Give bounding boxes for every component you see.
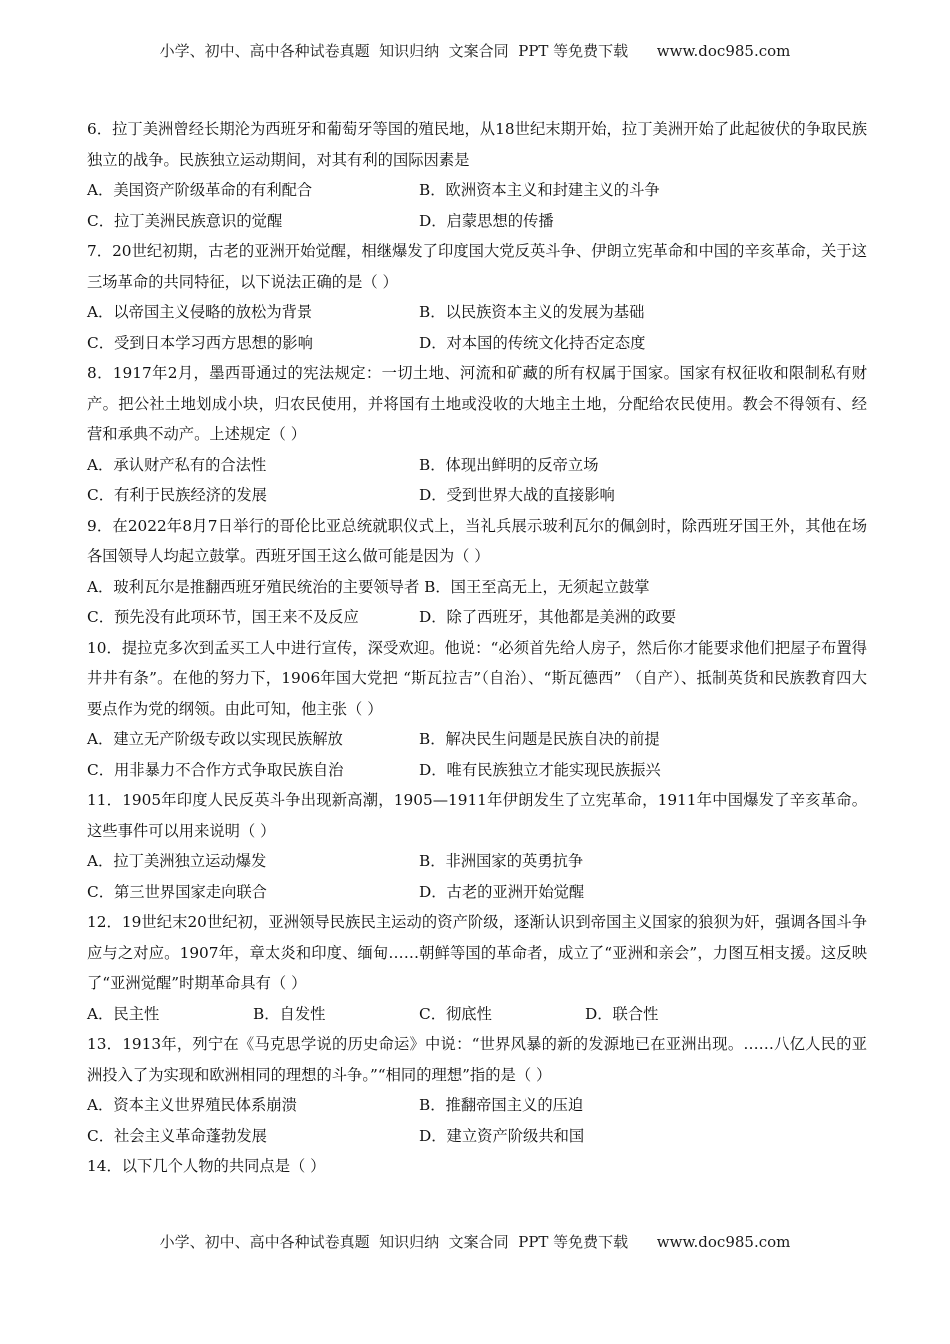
option-b: B．欧洲资本主义和封建主义的斗争 — [419, 181, 660, 199]
option-c: C．预先没有此项环节，国王来不及反应 — [87, 608, 359, 626]
option-b: B．推翻帝国主义的压迫 — [419, 1096, 584, 1114]
option-c: C．第三世界国家走向联合 — [87, 882, 267, 901]
question-6 — [87, 114, 867, 236]
option-c: C．社会主义革命蓬勃发展 — [87, 1126, 267, 1145]
options-row — [87, 846, 867, 877]
question-13 — [87, 1029, 867, 1151]
page-header — [0, 40, 950, 61]
option-a-b: A．玻利瓦尔是推翻西班牙殖民统治的主要领导者 B．国王至高无上，无须起立鼓掌 — [87, 577, 650, 596]
option-d: D．启蒙思想的传播 — [419, 211, 554, 230]
option-b: B．体现出鲜明的反帝立场 — [419, 455, 599, 474]
options-row — [87, 206, 867, 237]
options-row — [87, 480, 867, 511]
option-d: D．古老的亚洲开始觉醒 — [419, 882, 585, 901]
question-10 — [87, 633, 867, 786]
question-stem: 11．1905年印度人民反英斗争出现新高潮，1905—1911年伊朗发生了立宪革命，1911年中国爆发了辛亥革命。这些事件可以用来说明（ ） — [87, 791, 867, 840]
options-row — [87, 755, 867, 786]
option-d: D．建立资产阶级共和国 — [419, 1126, 585, 1145]
options-row — [87, 1090, 867, 1121]
option-a: A．拉丁美洲独立运动爆发 — [87, 852, 267, 870]
option-d: D．唯有民族独立才能实现民族振兴 — [419, 760, 661, 779]
options-row — [87, 450, 867, 481]
question-8 — [87, 358, 867, 511]
option-a: A．以帝国主义侵略的放松为背景 — [87, 303, 313, 321]
option-d: D．对本国的传统文化持否定态度 — [419, 333, 646, 352]
options-row — [87, 877, 867, 908]
option-d: D．除了西班牙，其他都是美洲的政要 — [419, 608, 677, 626]
question-stem: 14．以下几个人物的共同点是（ ） — [87, 1157, 326, 1175]
option-c: C．彻底性 — [419, 1004, 492, 1023]
question-14 — [87, 1151, 867, 1182]
options-row — [87, 724, 867, 755]
question-stem: 13．1913年，列宁在《马克思学说的历史命运》中说：“世界风暴的新的发源地已在亚洲出现。……八亿人民的亚洲投入了为实现和欧洲相同的理想的斗争。”“相同的理想”指的是（ ） — [87, 1035, 867, 1084]
footer-url[interactable]: www.doc985.com — [656, 1233, 791, 1251]
option-a: A．美国资产阶级革命的有利配合 — [87, 181, 313, 199]
option-b: B．自发性 — [253, 1004, 326, 1023]
question-11 — [87, 785, 867, 907]
options-row — [87, 572, 867, 603]
option-d: D．联合性 — [585, 1004, 659, 1023]
option-c: C．用非暴力不合作方式争取民族自治 — [87, 760, 344, 779]
question-7 — [87, 236, 867, 358]
option-d: D．受到世界大战的直接影响 — [419, 486, 615, 504]
options-row — [87, 297, 867, 328]
options-row — [87, 999, 867, 1030]
question-list — [87, 114, 867, 1182]
option-b: B．以民族资本主义的发展为基础 — [419, 303, 645, 321]
question-stem: 9．在2022年8月7日举行的哥伦比亚总统就职仪式上，当礼兵展示玻利瓦尔的佩剑时，除西班牙国王外，其他在场各国领导人均起立鼓掌。西班牙国王这么做可能是因为（ ） — [87, 516, 867, 565]
question-stem: 12．19世纪末20世纪初，亚洲领导民族民主运动的资产阶级，逐渐认识到帝国主义国家的狼狈为奸，强调各国斗争应与之对应。1907年，章太炎和印度、缅甸……朝鲜等国的革命者，成立了“亚洲和亲会”，力图互相支援。这反映了“亚洲觉醒”时期革命具有（ ） — [87, 913, 867, 992]
option-a: A．建立无产阶级专政以实现民族解放 — [87, 730, 343, 748]
question-stem: 6．拉丁美洲曾经长期沦为西班牙和葡萄牙等国的殖民地，从18世纪末期开始，拉丁美洲开始了此起彼伏的争取民族独立的战争。民族独立运动期间，对其有利的国际因素是 — [87, 120, 867, 169]
question-12 — [87, 907, 867, 1029]
options-row — [87, 328, 867, 359]
options-row — [87, 602, 867, 633]
header-url[interactable]: www.doc985.com — [656, 42, 791, 60]
page-footer — [0, 1231, 950, 1252]
option-a: A．民主性 — [87, 1004, 160, 1023]
options-row — [87, 1121, 867, 1152]
option-c: C．拉丁美洲民族意识的觉醒 — [87, 211, 283, 230]
option-b: B．非洲国家的英勇抗争 — [419, 852, 584, 870]
option-b: B．解决民生问题是民族自决的前提 — [419, 730, 660, 748]
header-text: 小学、初中、高中各种试卷真题 知识归纳 文案合同 PPT 等免费下载 — [159, 42, 629, 60]
question-stem: 8．1917年2月，墨西哥通过的宪法规定：一切土地、河流和矿藏的所有权属于国家。国家有权征收和限制私有财产。把公社土地划成小块，归农民使用，并将国有土地或没收的大地主土地，分配给农民使用。教会不得领有、经营和承典不动产。上述规定（ ） — [87, 364, 867, 443]
question-9 — [87, 511, 867, 633]
footer-text: 小学、初中、高中各种试卷真题 知识归纳 文案合同 PPT 等免费下载 — [159, 1233, 629, 1251]
option-c: C．受到日本学习西方思想的影响 — [87, 333, 313, 352]
option-a: A．承认财产私有的合法性 — [87, 455, 267, 474]
question-stem: 7．20世纪初期，古老的亚洲开始觉醒，相继爆发了印度国大党反英斗争、伊朗立宪革命和中国的辛亥革命，关于这三场革命的共同特征，以下说法正确的是（ ） — [87, 242, 867, 291]
options-row — [87, 175, 867, 206]
question-stem: 10．提拉克多次到孟买工人中进行宣传，深受欢迎。他说：“必须首先给人房子，然后你才能要求他们把屋子布置得井井有条”。在他的努力下，1906年国大党把 “斯瓦拉吉”（自治）、“斯瓦德西” （自产）、抵制英货和民族教育四大要点作为党的纲领。由此可知，他主张（ ） — [87, 638, 867, 718]
option-c: C．有利于民族经济的发展 — [87, 486, 267, 504]
option-a: A．资本主义世界殖民体系崩溃 — [87, 1096, 297, 1114]
